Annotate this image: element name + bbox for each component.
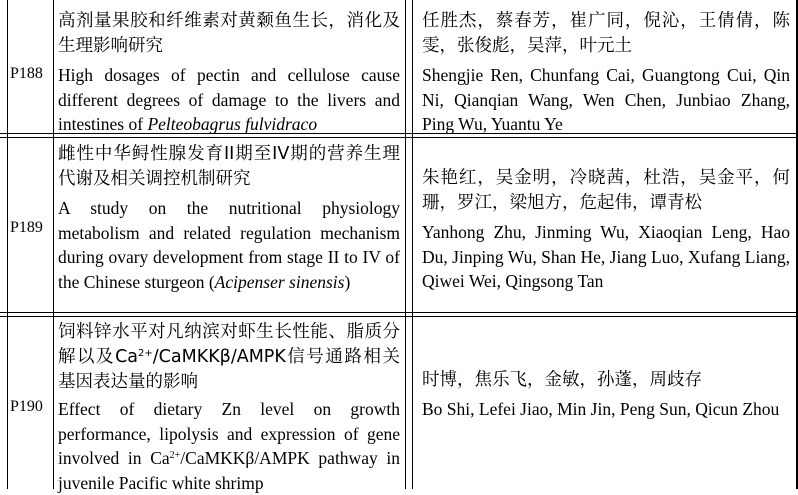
paper-title-chinese-part: 饲料锌水平对凡纳滨对虾生长性能、脂质分解以及Ca [58, 322, 400, 367]
paper-title-english-text: A study on the nutritional physiology metabolism and related regulation mechanism during ovary development from stage II to IV of the Chinese sturgeon ( [58, 198, 400, 292]
paper-title-english [58, 196, 400, 294]
paper-title-english-text: High dosages of pectin and cellulose cause different degrees of damage to the livers and intestines of [58, 65, 400, 134]
column-divider-title-left [405, 0, 406, 489]
paper-title-chinese: 雌性中华鲟性腺发育II期至IV期的营养生理代谢及相关调控机制研究 [58, 144, 400, 189]
species-name: Pelteobagrus fulvidraco [147, 114, 318, 134]
paper-title-cell [58, 9, 400, 137]
authors-cell [422, 166, 790, 294]
authors-chinese: 任胜杰，蔡春芳，崔广同，倪沁，王倩倩，陈雯，张俊彪，吴萍，叶元土 [422, 11, 790, 56]
authors-english: Shengjie Ren, Chunfang Cai, Guangtong Cui, Qin Ni, Qianqian Wang, Wen Chen, Junbiao Zhang, Ping Wu, Yuantu Ye [422, 65, 790, 134]
row-divider [0, 312, 798, 313]
paper-title-english-part: Effect of dietary Zn level on growth performance, lipolysis and expression of gene involved in Ca [58, 399, 400, 468]
superscript: 2+ [138, 348, 153, 359]
paper-title-chinese-part: /CaMKKβ/AMPK信号通路相关基因表达量的影响 [58, 347, 400, 392]
column-divider-id [53, 0, 54, 489]
paper-title-chinese: 高剂量果胶和纤维素对黄颡鱼生长，消化及生理影响研究 [58, 11, 400, 56]
authors-chinese: 朱艳红，吴金明，冷晓茜，杜浩，吴金平，何珊，罗江，梁旭方，危起伟，谭青松 [422, 168, 790, 213]
species-name: Acipenser sinensis [214, 271, 345, 292]
superscript: 2+ [169, 450, 181, 461]
paper-title-english [58, 63, 400, 137]
paper-title-english-tail: ) [344, 271, 351, 292]
table-row-id: P189 [10, 219, 43, 236]
paper-title-english-part: /CaMKKβ/AMPK pathway in juvenile Pacific white shrimp [58, 448, 400, 493]
authors-chinese: 时博，焦乐飞，金敏，孙蓬，周歧存 [422, 370, 702, 390]
table-border-left [7, 0, 8, 489]
column-divider-title-right [412, 0, 413, 489]
row-divider [0, 316, 798, 317]
table-row-id: P190 [10, 398, 43, 415]
authors-cell [422, 9, 790, 137]
paper-title-cell [58, 142, 400, 294]
paper-title-chinese [58, 320, 400, 395]
authors-cell [422, 368, 790, 422]
row-divider [0, 137, 798, 138]
table-row-id: P188 [10, 65, 43, 82]
authors-english: Bo Shi, Lefei Jiao, Min Jin, Peng Sun, Qicun Zhou [422, 399, 780, 419]
paper-title-cell [58, 320, 400, 495]
authors-english: Yanhong Zhu, Jinming Wu, Xiaoqian Leng, Hao Du, Jinping Wu, Shan He, Jiang Luo, Xufang Liang, Qiwei Wei, Qingsong Tan [422, 222, 790, 291]
paper-title-english [58, 397, 400, 495]
